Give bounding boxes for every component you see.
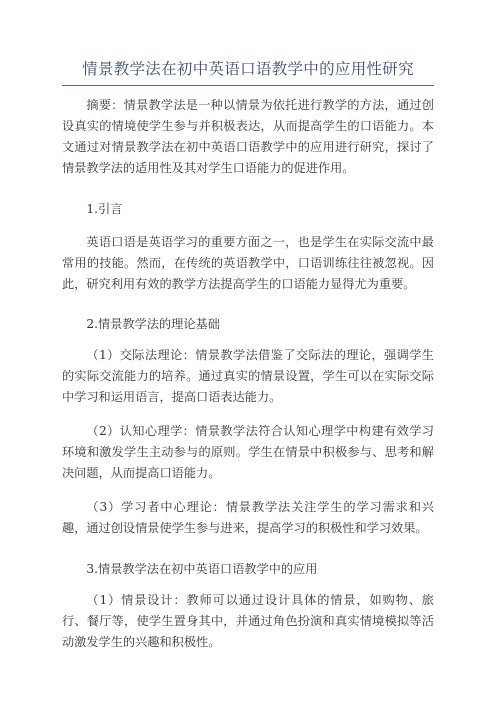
section-heading-introduction: 1.引言 <box>86 202 123 216</box>
title-underline <box>62 85 434 86</box>
document-title: 情景教学法在初中英语口语教学中的应用性研究 <box>82 60 414 78</box>
section-heading-application: 3.情景教学法在初中英语口语教学中的应用 <box>86 562 318 576</box>
theory-paragraph-1: （1）交际法理论：情景教学法借鉴了交际法的理论，强调学生的实际交流能力的培养。通过真实的情景设置，学生可以在实际交际中学习和运用语言，提高口语表达能力。 <box>62 348 434 404</box>
introduction-paragraph: 英语口语是英语学习的重要方面之一，也是学生在实际交流中最常用的技能。然而，在传统的英语教学中，口语训练往往被忽视。因此，研究利用有效的教学方法提高学生的口语能力显得尤为重要。 <box>62 235 434 291</box>
application-paragraph-1: （1）情景设计：教师可以通过设计具体的情景，如购物、旅行、餐厅等，使学生置身其中，并通过角色扮演和真实情境模拟等活动激发学生的兴趣和积极性。 <box>62 593 434 649</box>
theory-paragraph-3: （3）学习者中心理论：情景教学法关注学生的学习需求和兴趣，通过创设情景使学生参与进来，提高学习的积极性和学习效果。 <box>62 500 434 535</box>
abstract-paragraph: 摘要：情景教学法是一种以情景为依托进行教学的方法，通过创设真实的情境使学生参与并积极表达，从而提高学生的口语能力。本文通过对情景教学法在初中英语口语教学中的应用进行研究，探讨了情景教学法的适用性及其对学生口语能力的促进作用。 <box>62 98 434 175</box>
theory-paragraph-2: （2）认知心理学：情景教学法符合认知心理学中构建有效学习环境和激发学生主动参与的原则。学生在情景中积极参与、思考和解决问题，从而提高口语能力。 <box>62 424 434 480</box>
section-heading-theory: 2.情景教学法的理论基础 <box>86 317 220 331</box>
